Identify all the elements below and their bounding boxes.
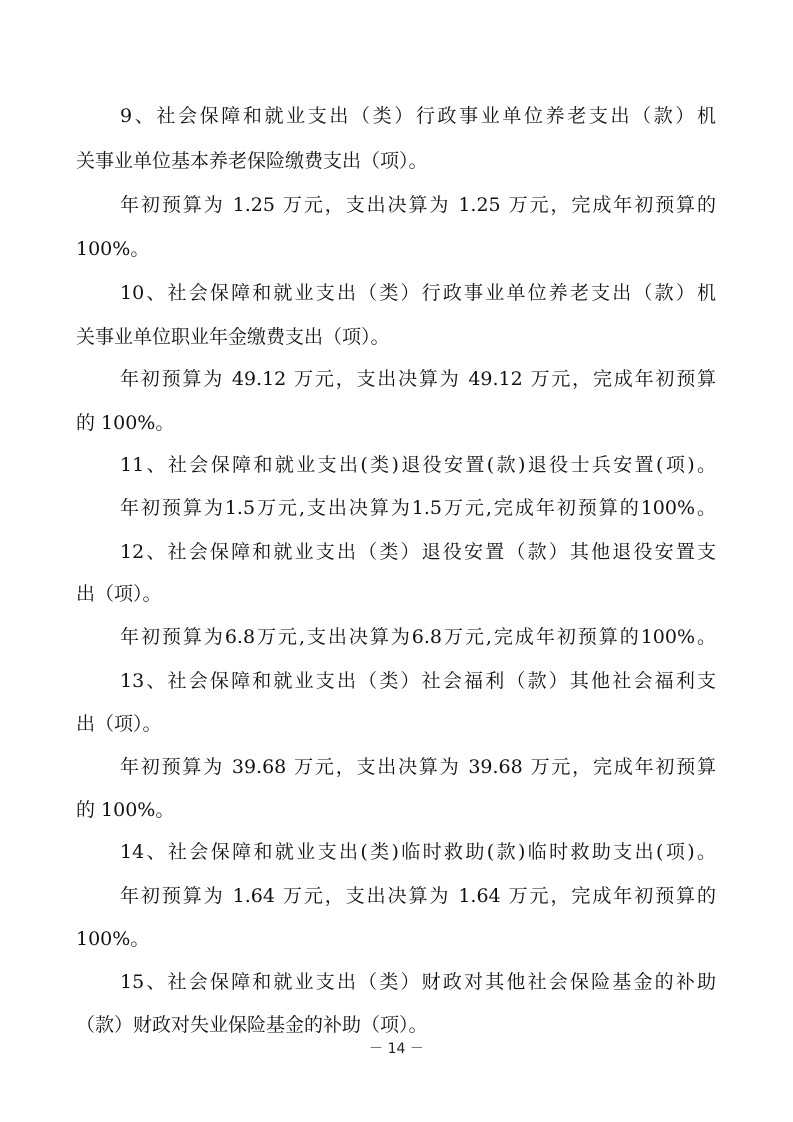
paragraph-line: 13、社会保障和就业支出（类）社会福利（款）其他社会福利支 <box>120 670 716 692</box>
paragraph-line: 11、社会保障和就业支出(类)退役安置(款)退役士兵安置(项)。 <box>120 454 716 476</box>
page-number: － 14 － <box>369 1041 424 1057</box>
paragraph-line: （款）财政对失业保险基金的补助（项）。 <box>76 1014 428 1036</box>
paragraph-line: 出（项）。 <box>76 583 162 605</box>
paragraph-line: 出（项）。 <box>76 713 162 735</box>
paragraph-line: 的 100%。 <box>76 799 175 821</box>
paragraph-line: 15、社会保障和就业支出（类）财政对其他社会保险基金的补助 <box>120 971 716 993</box>
paragraph-line: 年初预算为6.8万元,支出决算为6.8万元,完成年初预算的100%。 <box>120 626 716 648</box>
paragraph-line: 12、社会保障和就业支出（类）退役安置（款）其他退役安置支 <box>120 541 716 563</box>
paragraph-line: 年初预算为1.5万元,支出决算为1.5万元,完成年初预算的100%。 <box>120 497 716 519</box>
paragraph-line: 9、社会保障和就业支出（类）行政事业单位养老支出（款）机 <box>120 105 716 127</box>
paragraph-line: 100%。 <box>76 238 150 260</box>
paragraph-line: 14、社会保障和就业支出(类)临时救助(款)临时救助支出(项)。 <box>120 841 716 863</box>
paragraph-line: 年初预算为 49.12 万元，支出决算为 49.12 万元，完成年初预算 <box>120 368 716 390</box>
paragraph-line: 年初预算为 1.25 万元，支出决算为 1.25 万元，完成年初预算的 <box>120 194 716 216</box>
paragraph-line: 10、社会保障和就业支出（类）行政事业单位养老支出（款）机 <box>120 282 716 304</box>
paragraph-line: 关事业单位基本养老保险缴费支出（项）。 <box>76 150 428 172</box>
paragraph-line: 关事业单位职业年金缴费支出（项）。 <box>76 326 390 348</box>
paragraph-line: 100%。 <box>76 928 150 950</box>
paragraph-line: 年初预算为 1.64 万元，支出决算为 1.64 万元，完成年初预算的 <box>120 885 716 907</box>
paragraph-line: 年初预算为 39.68 万元，支出决算为 39.68 万元，完成年初预算 <box>120 756 716 778</box>
paragraph-line: 的 100%。 <box>76 412 175 434</box>
